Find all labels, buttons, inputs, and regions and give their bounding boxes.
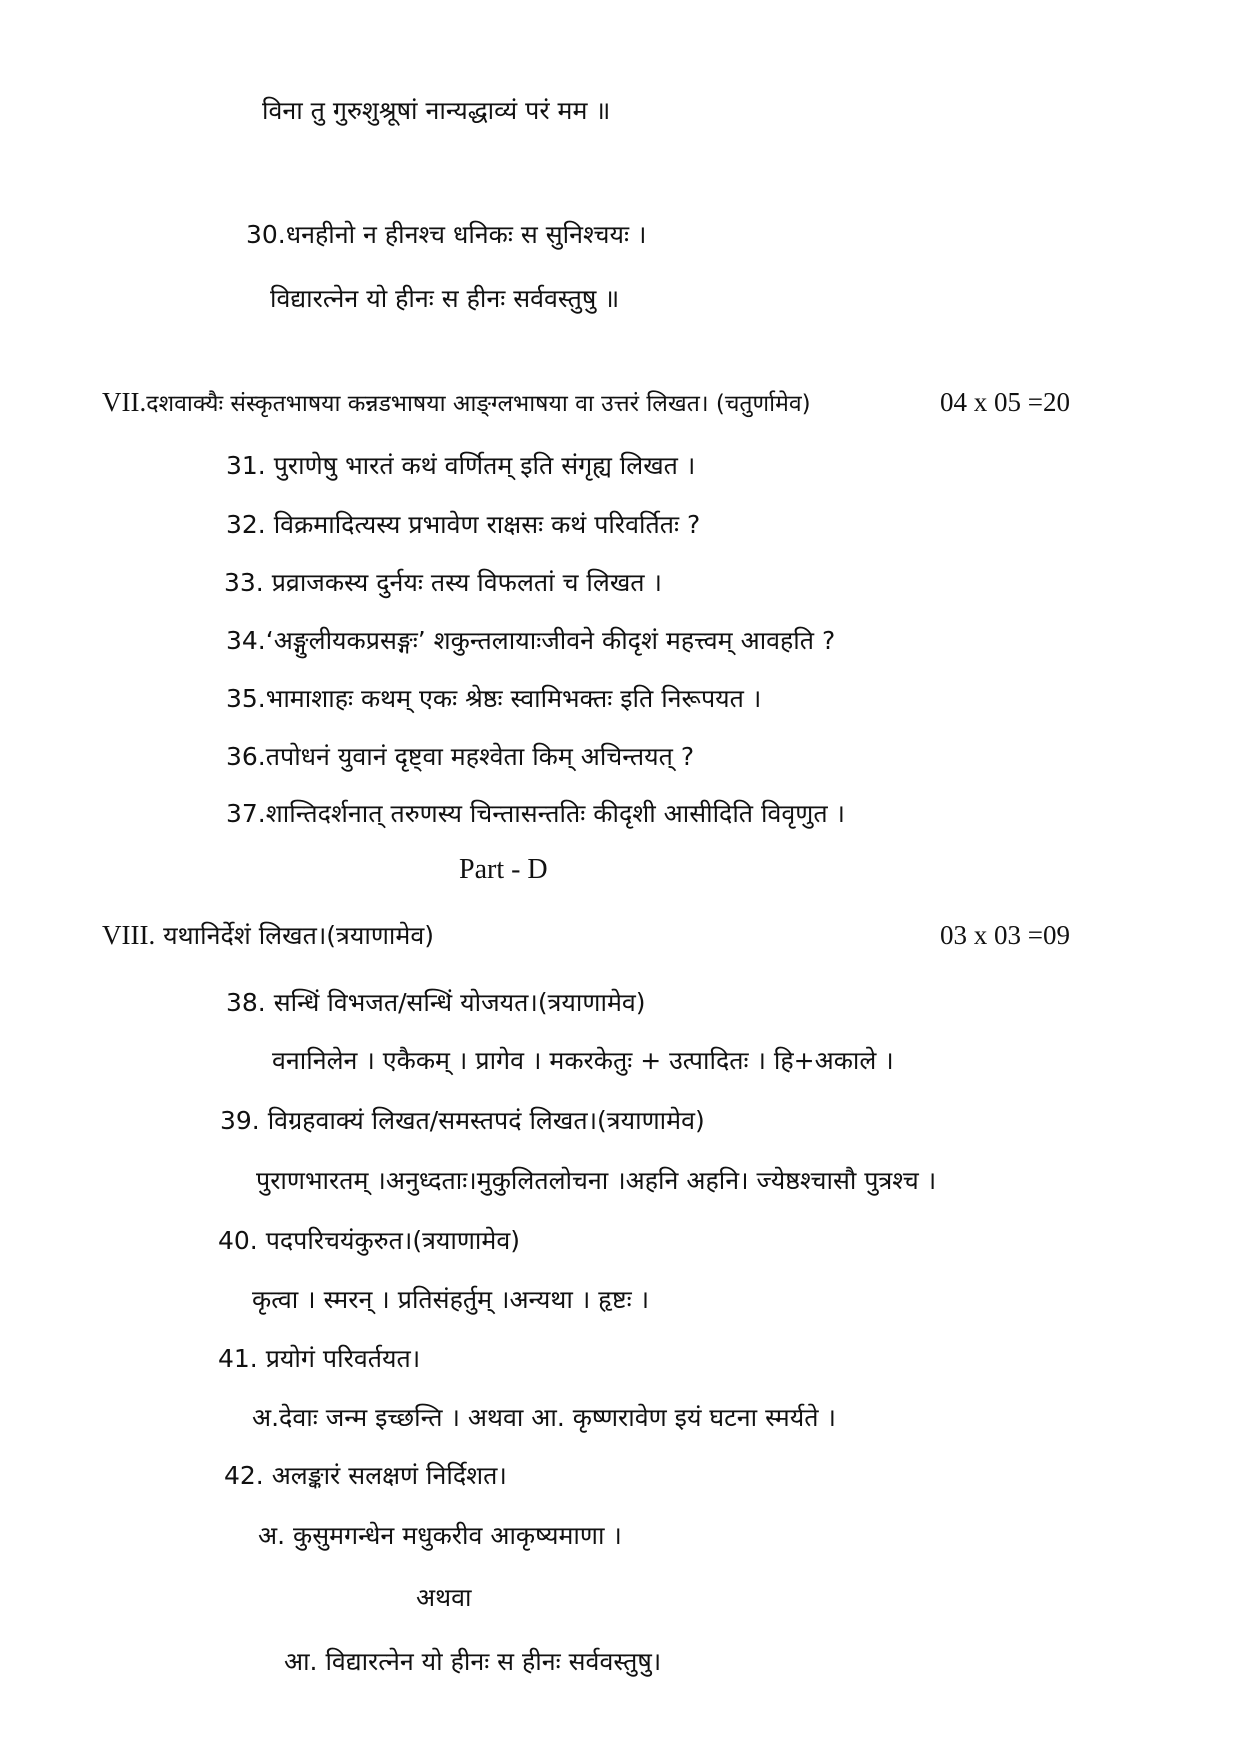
- question-35: 35.भामाशाहः कथम् एकः श्रेष्ठः स्वामिभक्तः इति निरूपयत ।: [226, 684, 762, 713]
- question-42-title: 42. अलङ्कारं सलक्षणं निर्दिशत।: [224, 1461, 507, 1490]
- question-38-title: 38. सन्धिं विभजत/सन्धिं योजयत।(त्रयाणामेव): [226, 988, 646, 1017]
- verse-29-end: विना तु गुरुशुश्रूषां नान्यद्धाव्यं परं मम ॥: [262, 96, 611, 125]
- section-viii-marks: 03 x 03 =09: [940, 920, 1070, 950]
- question-38-items: वनानिलेन । एकैकम् । प्रागेव । मकरकेतुः + उत्पादितः । हि+अकाले ।: [272, 1046, 894, 1075]
- question-32: 32. विक्रमादित्यस्य प्रभावेण राक्षसः कथं परिवर्तितः ?: [226, 510, 701, 539]
- section-viii-heading: [102, 918, 434, 953]
- question-31: 31. पुराणेषु भारतं कथं वर्णितम् इति संगृह्य लिखत ।: [226, 451, 696, 480]
- section-vii-instruction: दशवाक्यैः संस्कृतभाषया कन्नडभाषया आङ्ग्लभाषया वा उत्तरं लिखत। (चतुर्णामेव): [146, 391, 811, 417]
- question-40-title: 40. पदपरिचयंकुरुत।(त्रयाणामेव): [218, 1226, 521, 1255]
- question-36: 36.तपोधनं युवानं दृष्ट्वा महश्वेता किम् अचिन्तयत् ?: [226, 742, 695, 771]
- section-vii-marks: 04 x 05 =20: [940, 387, 1070, 417]
- question-34: 34.‘अङ्गुलीयकप्रसङ्गः’ शकुन्तलायाःजीवने कीदृशं महत्त्वम् आवहति ?: [226, 626, 836, 655]
- section-viii-instruction: यथानिर्देशं लिखत।(त्रयाणामेव): [155, 921, 434, 950]
- question-30-line1: 30.धनहीनो न हीनश्च धनिकः स सुनिश्चयः ।: [246, 220, 647, 249]
- section-vii-roman: VII.: [102, 387, 147, 417]
- question-42-option-b: आ. विद्यारत्नेन यो हीनः स हीनः सर्ववस्तुषु।: [284, 1647, 662, 1676]
- question-42-or: अथवा: [416, 1583, 472, 1612]
- question-39-title: 39. विग्रहवाक्यं लिखत/समस्तपदं लिखत।(त्रयाणामेव): [220, 1106, 705, 1135]
- question-41-title: 41. प्रयोगं परिवर्तयत।: [218, 1344, 421, 1373]
- question-37: 37.शान्तिदर्शनात् तरुणस्य चिन्तासन्ततिः कीदृशी आसीदिति विवृणुत ।: [226, 799, 846, 828]
- question-40-items: कृत्वा । स्मरन् । प्रतिसंहर्तुम् ।अन्यथा । हृष्टः ।: [252, 1285, 650, 1314]
- question-33: 33. प्रव्राजकस्य दुर्नयः तस्य विफलतां च लिखत ।: [224, 568, 662, 597]
- question-39-items: पुराणभारतम् ।अनुध्दताः।मुकुलितलोचना ।अहनि अहनि। ज्येष्ठश्चासौ पुत्रश्च ।: [256, 1166, 937, 1195]
- question-41-items: अ.देवाः जन्म इच्छन्ति । अथवा आ. कृष्णरावेण इयं घटना स्मर्यते ।: [252, 1403, 836, 1432]
- part-d-heading: Part - D: [459, 854, 548, 885]
- question-42-option-a: अ. कुसुमगन्धेन मधुकरीव आकृष्यमाणा ।: [258, 1521, 622, 1550]
- section-vii-heading: [102, 385, 811, 421]
- section-viii-roman: VIII.: [102, 920, 156, 950]
- question-30-line2: विद्यारत्नेन यो हीनः स हीनः सर्ववस्तुषु ॥: [270, 284, 620, 313]
